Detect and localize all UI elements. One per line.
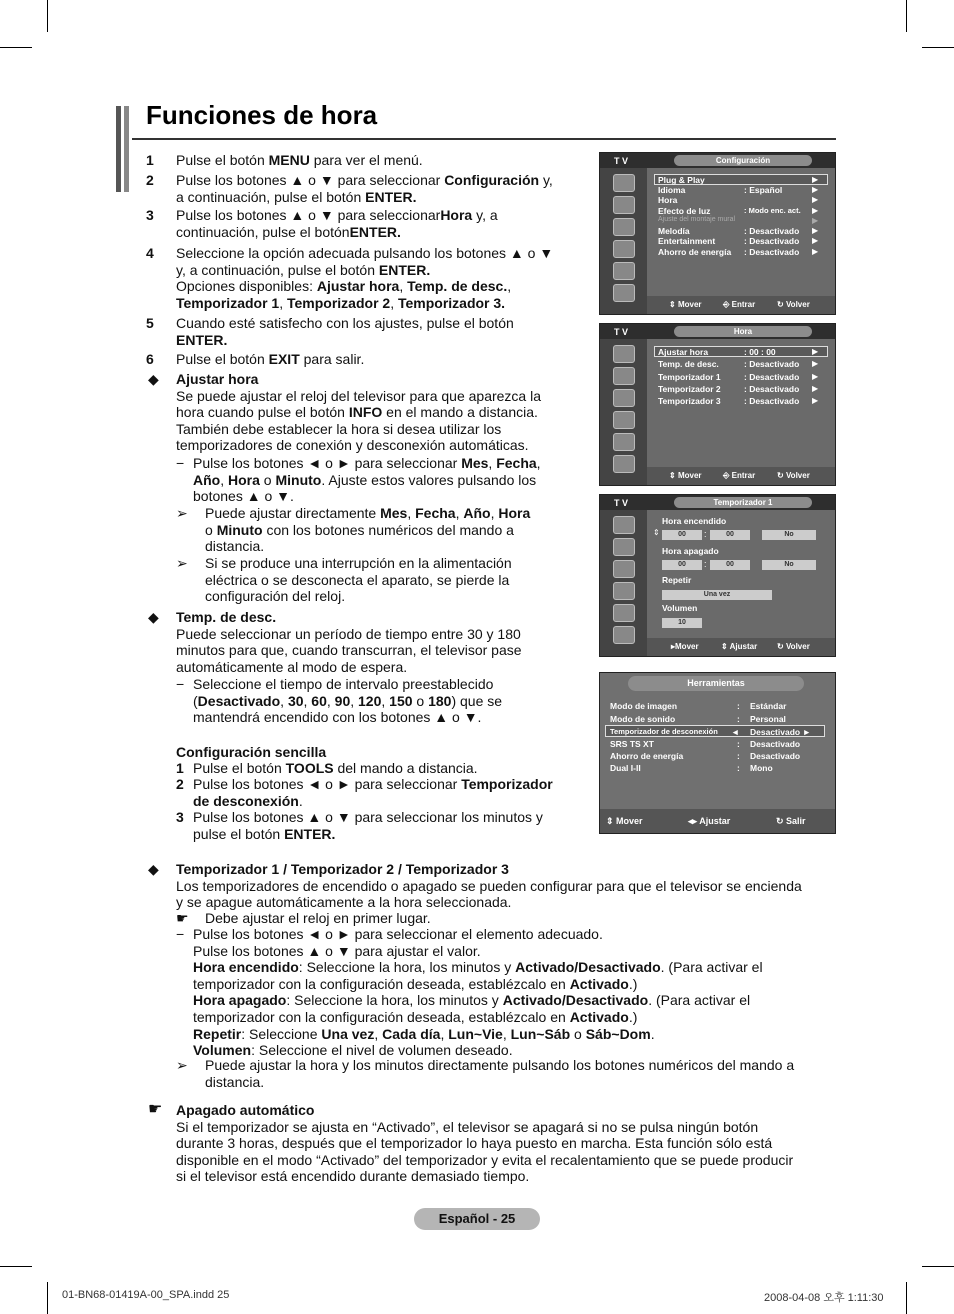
step-4: Seleccione la opción adecuada pulsando los botones ▲ o ▼ y, a continuación, pulse el botón ENTER. Opciones disponibles: Ajustar hora, Temp. de desc., Temporizador 1, Temporizador 2, Temporizador 3.	[176, 245, 554, 311]
crop-mark	[906, 1282, 907, 1314]
osd-configuracion: T V Configuración Plug & Play ▶ Idioma : Español ▶ Hora ▶ Efecto de luz : Modo enc. act. ▶ Ajuste del montaje mural ▶ Melodía : Desactivado ▶ Entertainment : Desactivado ▶ Ahorro de energía : Desactivado ▶ ⇕ Mover ⎆ Entrar ↻ Volver	[599, 152, 836, 315]
crop-mark	[922, 47, 954, 48]
osd-temporizador: T V Temporizador 1 Hora encendido ⇕ 00 : 00 No Hora apagado 00 : 00 No Repetir Una vez Volumen 10 ▸Mover ⇕ Ajustar ↻ Volver	[599, 494, 836, 657]
ajustar-hora-section: Ajustar hora Se puede ajustar el reloj del televisor para que aparezca la hora cuando pulse el botón INFO en el mando a distancia. También debe establecer la hora si desea utilizar los temporizadores de conexión y desconexión automáticas.	[176, 371, 542, 454]
crop-mark	[0, 47, 32, 48]
sound-icon	[613, 196, 635, 214]
step-5: Cuando esté satisfecho con los ajustes, pulse el botón ENTER.	[176, 315, 514, 348]
crop-mark	[47, 1282, 48, 1314]
note-arrow-icon: ➢	[176, 505, 188, 521]
channel-icon	[613, 218, 635, 236]
note-arrow-icon: ➢	[176, 555, 188, 571]
step-6: Pulse el botón EXIT para salir.	[176, 351, 365, 367]
timestamp: 2008-04-08 오후 1:11:30	[764, 1292, 884, 1304]
note-arrow-icon: ➢	[176, 1057, 188, 1073]
step-2: Pulse los botones ▲ o ▼ para seleccionar Configuración y, a continuación, pulse el botón ENTER.	[176, 172, 553, 205]
crop-mark	[922, 1266, 954, 1267]
page-number: Español - 25	[414, 1208, 540, 1230]
step-1: Pulse el botón MENU para ver el menú.	[176, 152, 423, 168]
hand-pointer-icon: ☛	[176, 910, 189, 926]
input-icon	[613, 262, 635, 280]
crop-mark	[0, 1266, 32, 1267]
crop-mark	[47, 0, 48, 32]
step-3: Pulse los botones ▲ o ▼ para seleccionarHora y, a continuación, pulse el botónENTER.	[176, 207, 498, 240]
temp-desc-section: Temp. de desc. Puede seleccionar un período de tiempo entre 30 y 180 minutos para que, cuando transcurran, el televisor pase automáticamente al modo de espera.	[176, 609, 522, 675]
hand-pointer-icon: ☛	[148, 1101, 163, 1118]
picture-icon	[613, 174, 635, 192]
config-sencilla: Configuración sencilla	[176, 744, 327, 760]
timers-section: Temporizador 1 / Temporizador 2 / Temporizador 3 Los temporizadores de encendido o apagado se pueden configurar para que el televisor se encienda y se apague automáticamente a la hora seleccionada.	[176, 861, 802, 911]
apagado-section: Apagado automático Si el temporizador se ajusta en “Activado”, el televisor se apagará si no se pulsa ningún botón durante 3 horas, después que el temporizador lo haya puesto en marcha. Esta función sólo está disponible en el modo “Activado” del temporizador y evita el recalentamiento que se puede producir si el televisor está encendido durante demasiado tiempo.	[176, 1102, 794, 1185]
page-title: Funciones de hora	[146, 100, 378, 130]
osd-herramientas: Herramientas Modo de imagen : Estándar Modo de sonido : Personal Temporizador de desconexión ◄ Desactivado ► SRS TS XT : Desactivado Ahorro de energía : Desactivado Dual I-II : Mono ⇕ Mover ◂▸ Ajustar ↻ Salir	[599, 672, 836, 834]
setup-icon	[613, 240, 635, 258]
osd-hora: T V Hora Ajustar hora : 00 : 00 ▶ Temp. de desc. : Desactivado ▶ Temporizador 1 : Desactivado ▶ Temporizador 2 : Desactivado ▶ Temporizador 3 : Desactivado ▶ ⇕ Mover ⎆ Entrar ↻ Volver	[599, 323, 836, 486]
crop-mark	[906, 0, 907, 32]
file-info: 01-BN68-01419A-00_SPA.indd 25	[62, 1289, 230, 1301]
title-rule	[132, 138, 836, 140]
app-icon	[613, 284, 635, 302]
